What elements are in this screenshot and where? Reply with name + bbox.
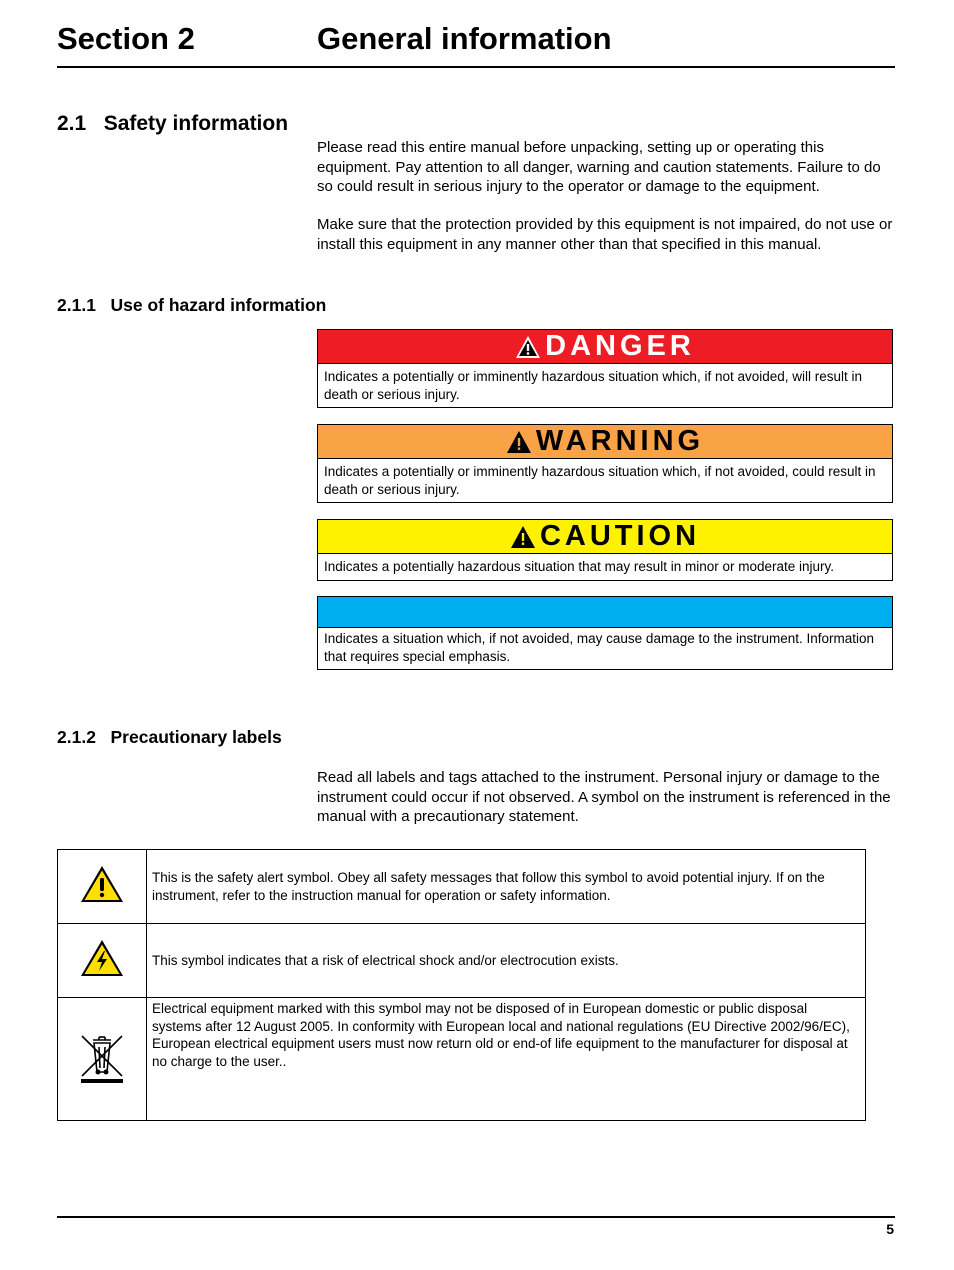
page-number: 5 <box>886 1221 894 1237</box>
table-row <box>58 998 866 1121</box>
weee-disposal-icon <box>78 1030 126 1084</box>
safety-alert-icon <box>79 864 125 904</box>
section-label: Section 2 <box>57 21 195 56</box>
hazard-heading: 2.1.1 Use of hazard information <box>57 295 327 315</box>
section-title: General information <box>317 21 612 56</box>
danger-band <box>318 330 892 364</box>
notice-band <box>318 597 892 628</box>
precautionary-heading: 2.1.2 Precautionary labels <box>57 727 282 747</box>
danger-box <box>317 329 893 408</box>
precautionary-labels-table <box>57 849 866 1121</box>
symbol-description: This is the safety alert symbol. Obey all safety messages that follow this symbol to avoid potential injury. If on the instrument, refer to the instruction manual for operation or safety information. <box>147 850 866 924</box>
notice-box <box>317 596 893 670</box>
caution-text: Indicates a potentially hazardous situation that may result in minor or moderate injury. <box>324 559 835 574</box>
warning-label: WARNING <box>535 425 705 457</box>
notice-text: Indicates a situation which, if not avoided, may cause damage to the instrument. Information that requires special emphasis. <box>324 631 875 664</box>
warning-band <box>318 425 892 459</box>
symbol-cell <box>58 924 147 998</box>
safety-paragraph-2: Make sure that the protection provided by this equipment is not impaired, do not use or install this equipment in any manner other than that specified in this manual. <box>317 216 893 253</box>
electrical-shock-icon <box>79 938 125 978</box>
warning-box <box>317 424 893 503</box>
table-row <box>58 850 866 924</box>
symbol-description: Electrical equipment marked with this symbol may not be disposed of in European domestic or public disposal systems after 12 August 2005. In conformity with European local and national regulations (EU Directive 2002/96/EC), European electrical equipment users must now return old or end-of life equipment to the manufacturer for disposal at no charge to the user.. <box>147 998 866 1121</box>
caution-band <box>318 520 892 554</box>
warning-triangle-icon <box>515 335 541 359</box>
danger-label: DANGER <box>545 330 695 362</box>
symbol-description: This symbol indicates that a risk of electrical shock and/or electrocution exists. <box>147 924 866 998</box>
caution-label: CAUTION <box>539 520 701 552</box>
caution-box <box>317 519 893 581</box>
symbol-cell <box>58 850 147 924</box>
symbol-cell <box>58 998 147 1121</box>
warning-triangle-icon <box>506 430 532 454</box>
safety-paragraph-1: Please read this entire manual before unpacking, setting up or operating this equipment. Pay attention to all danger, warning and caution statements. Failure to do so could result in serious injury to the operator or damage to the equipment. <box>317 139 881 195</box>
precautionary-intro: Read all labels and tags attached to the instrument. Personal injury or damage to the instrument could occur if not observed. A symbol on the instrument is referenced in the manual with a precautionary statement. <box>317 769 891 825</box>
footer-rule <box>57 1216 895 1218</box>
danger-text: Indicates a potentially or imminently hazardous situation which, if not avoided, will result in death or serious injury. <box>324 369 863 402</box>
warning-triangle-icon <box>510 525 536 549</box>
header-rule <box>57 66 895 68</box>
table-row <box>58 924 866 998</box>
safety-heading: 2.1 Safety information <box>57 112 289 135</box>
warning-text: Indicates a potentially or imminently hazardous situation which, if not avoided, could result in death or serious injury. <box>324 464 876 497</box>
